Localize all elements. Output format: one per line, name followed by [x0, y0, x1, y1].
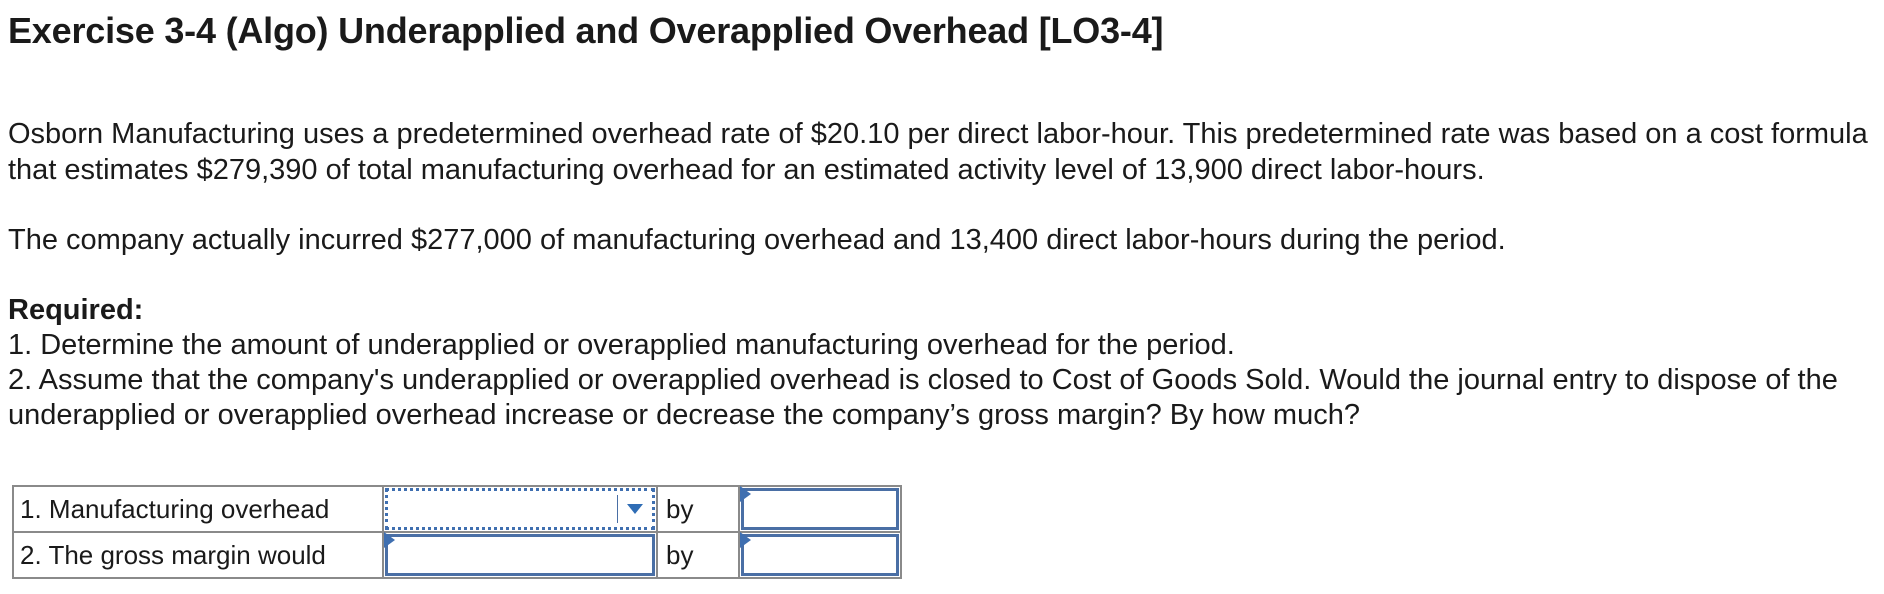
- corner-flag-icon: [740, 486, 751, 502]
- required-section: [8, 293, 1878, 433]
- row-1-amount-cell: [739, 486, 901, 532]
- row-2-amount-cell: [739, 532, 901, 578]
- problem-paragraph-1: Osborn Manufacturing uses a predetermined overhead rate of $20.10 per direct labor-hour. This predetermined rate was based on a cost formula that estimates $279,390 of total manufacturing overhead for an estimated activity level of 13,900 direct labor-hours.: [8, 118, 1868, 186]
- answer-table: [12, 485, 902, 579]
- row-1-by-label: by: [657, 486, 739, 532]
- row-2-by-label: by: [657, 532, 739, 578]
- dropdown-separator: [617, 495, 618, 523]
- answer-row-2: [13, 532, 901, 578]
- row-1-amount-field-frame: [741, 488, 899, 530]
- required-item-2: 2. Assume that the company's underapplied or overapplied overhead is closed to Cost of Goods Sold. Would the journal entry to dispose of the underapplied or overapplied overhead increase or decrease the company’s gross margin? By how much?: [8, 364, 1838, 431]
- row-2-amount-field-frame: [741, 534, 899, 576]
- overhead-status-dropdown[interactable]: [385, 488, 655, 530]
- corner-flag-icon: [384, 532, 395, 548]
- row-2-label: 2. The gross margin would: [13, 532, 383, 578]
- answer-row-1: [13, 486, 901, 532]
- required-heading: Required:: [8, 294, 144, 326]
- row-1-dropdown-cell: [383, 486, 657, 532]
- row-2-selection-field-frame: [385, 534, 655, 576]
- problem-paragraph-2: The company actually incurred $277,000 of manufacturing overhead and 13,400 direct labor-hours during the period.: [8, 224, 1506, 256]
- required-item-1: 1. Determine the amount of underapplied or overapplied manufacturing overhead for the period.: [8, 329, 1235, 361]
- exercise-title: Exercise 3-4 (Algo) Underapplied and Overapplied Overhead [LO3-4]: [8, 10, 1164, 51]
- overhead-amount-input[interactable]: [744, 491, 896, 527]
- chevron-down-icon[interactable]: [627, 504, 643, 514]
- row-2-selection-cell: [383, 532, 657, 578]
- gross-margin-amount-input[interactable]: [744, 537, 896, 573]
- gross-margin-direction-input[interactable]: [388, 537, 652, 573]
- row-1-label: 1. Manufacturing overhead: [13, 486, 383, 532]
- corner-flag-icon: [740, 532, 751, 548]
